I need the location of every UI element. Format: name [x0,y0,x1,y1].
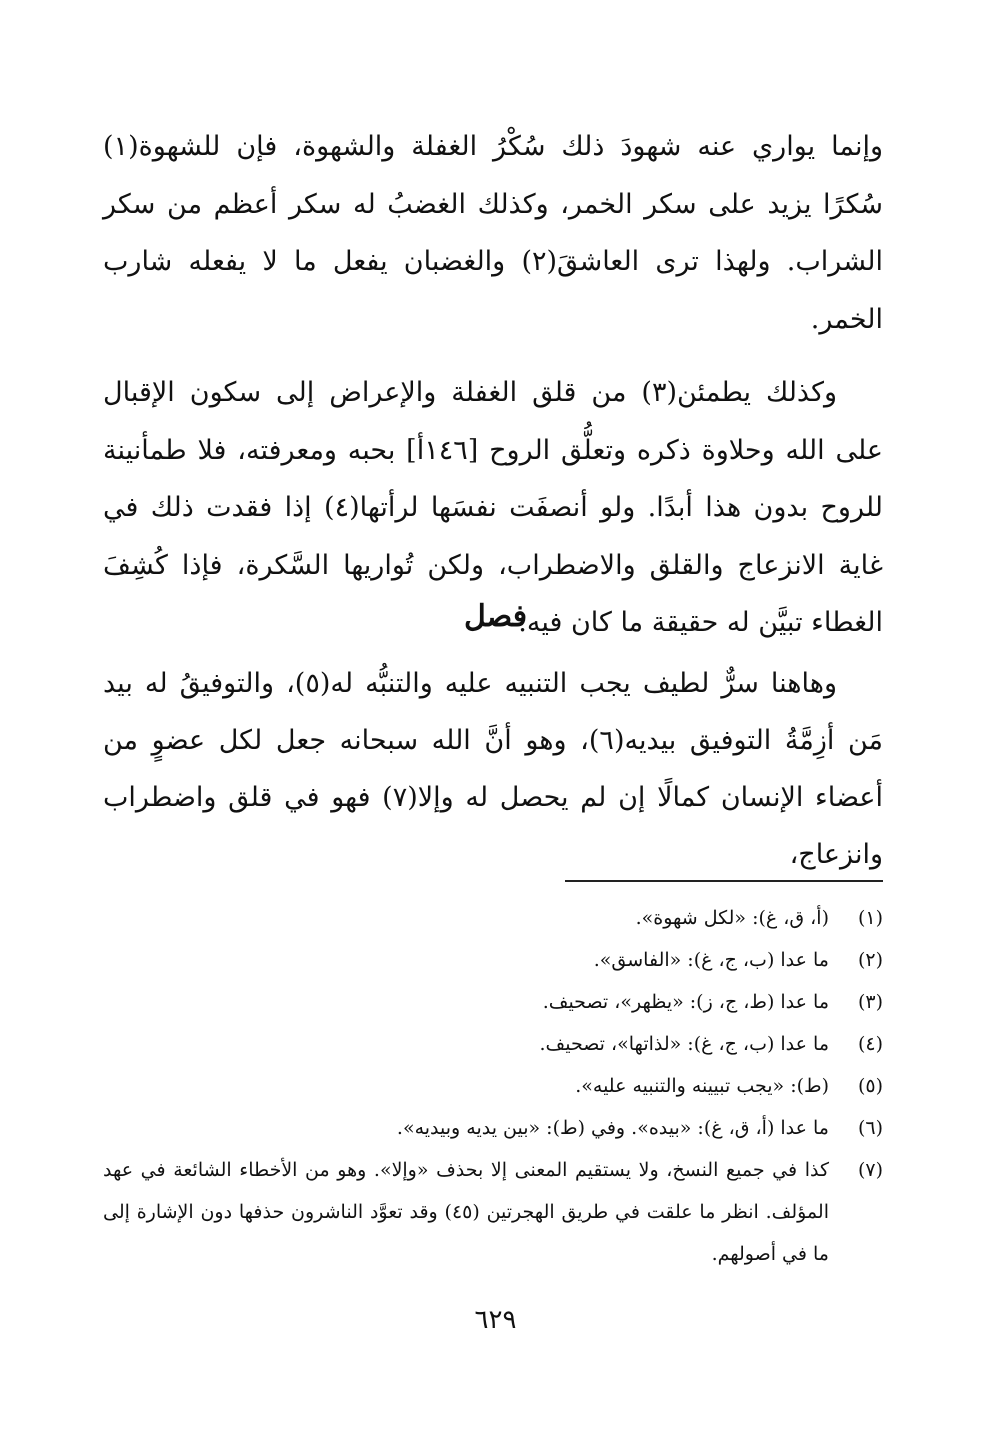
footnote-text: كذا في جميع النسخ، ولا يستقيم المعنى إلا بحذف «وإلا». وهو من الأخطاء الشائعة في عهد المؤلف. انظر ما علقت في طريق الهجرتين (٤٥) وقد تعوَّد الناشرون حذفها دون الإشارة إلى ما في أصولهم. [103,1159,829,1265]
footnote-number: (٢) [857,949,883,971]
footnote-text: ما عدا (ب، ج، غ): «لذاتها»، تصحيف. [539,1033,829,1055]
footnote-text: (أ، ق، غ): «لكل شهوة». [635,907,829,929]
page-number: ٦٢٩ [474,1305,517,1335]
footnote-text: ما عدا (أ، ق، غ): «بيده». وفي (ط): «بين يديه وبيديه». [396,1117,829,1139]
footnote-number: (٤) [857,1033,883,1055]
paragraph-2: وكذلك يطمئن(٣) من قلق الغفلة والإعراض إلى سكون الإقبال على الله وحلاوة ذكره وتعلُّق الروح [١٤٦أ] بحبه ومعرفته، فلا طمأنينة للروح بدون هذا أبدًا. ولو أنصفَت نفسَها لرأتها(٤) إذا فقدت ذلك في غاية الانزعاج والقلق والاضطراب، ولكن تُواريها السَّكرة، فإذا كُشِفَ الغطاء تبيَّن له حقيقة ما كان فيه. [103,377,884,638]
footnote-number: (٥) [857,1075,883,1097]
footnote-number: (٧) [857,1159,883,1181]
footnote-number: (٦) [857,1117,883,1139]
footnote-item [103,897,883,939]
footnote-number: (٣) [857,991,883,1013]
footnote-item [103,1023,883,1065]
footnote-text: ما عدا (ب، ج، غ): «الفاسق». [593,949,829,971]
footnote-item [103,939,883,981]
section-text-block [103,655,883,883]
footnote-number: (١) [857,907,883,929]
footnote-item [103,981,883,1023]
footnote-divider [565,880,883,882]
main-text-block [103,118,883,668]
section-paragraph: وهاهنا سرٌّ لطيف يجب التنبيه عليه والتنبُّه له(٥)، والتوفيقُ له بيد مَن أزِمَّةُ التوفيق بيديه(٦)، وهو أنَّ الله سبحانه جعل لكل عضوٍ من أعضاء الإنسان كمالًا إن لم يحصل له وإلا(٧) فهو في قلق واضطراب وانزعاج، [103,668,883,870]
footnote-item [103,1107,883,1149]
footnote-text: (ط): «يجب تبيينه والتنبيه عليه». [575,1075,829,1097]
section-heading: فصل [463,599,528,634]
footnote-item [103,1065,883,1107]
paragraph-1: وإنما يواري عنه شهودَ ذلك سُكْرُ الغفلة والشهوة، فإن للشهوة(١) سُكرًا يزيد على سكر الخمر، وكذلك الغضبُ له سكر أعظم من سكر الشراب. ولهذا ترى العاشقَ(٢) والغضبان يفعل ما لا يفعله شارب الخمر. [103,131,884,335]
footnotes-list [103,897,883,1275]
footnote-item [103,1149,883,1275]
footnote-text: ما عدا (ط، ج، ز): «يظهر»، تصحيف. [542,991,829,1013]
